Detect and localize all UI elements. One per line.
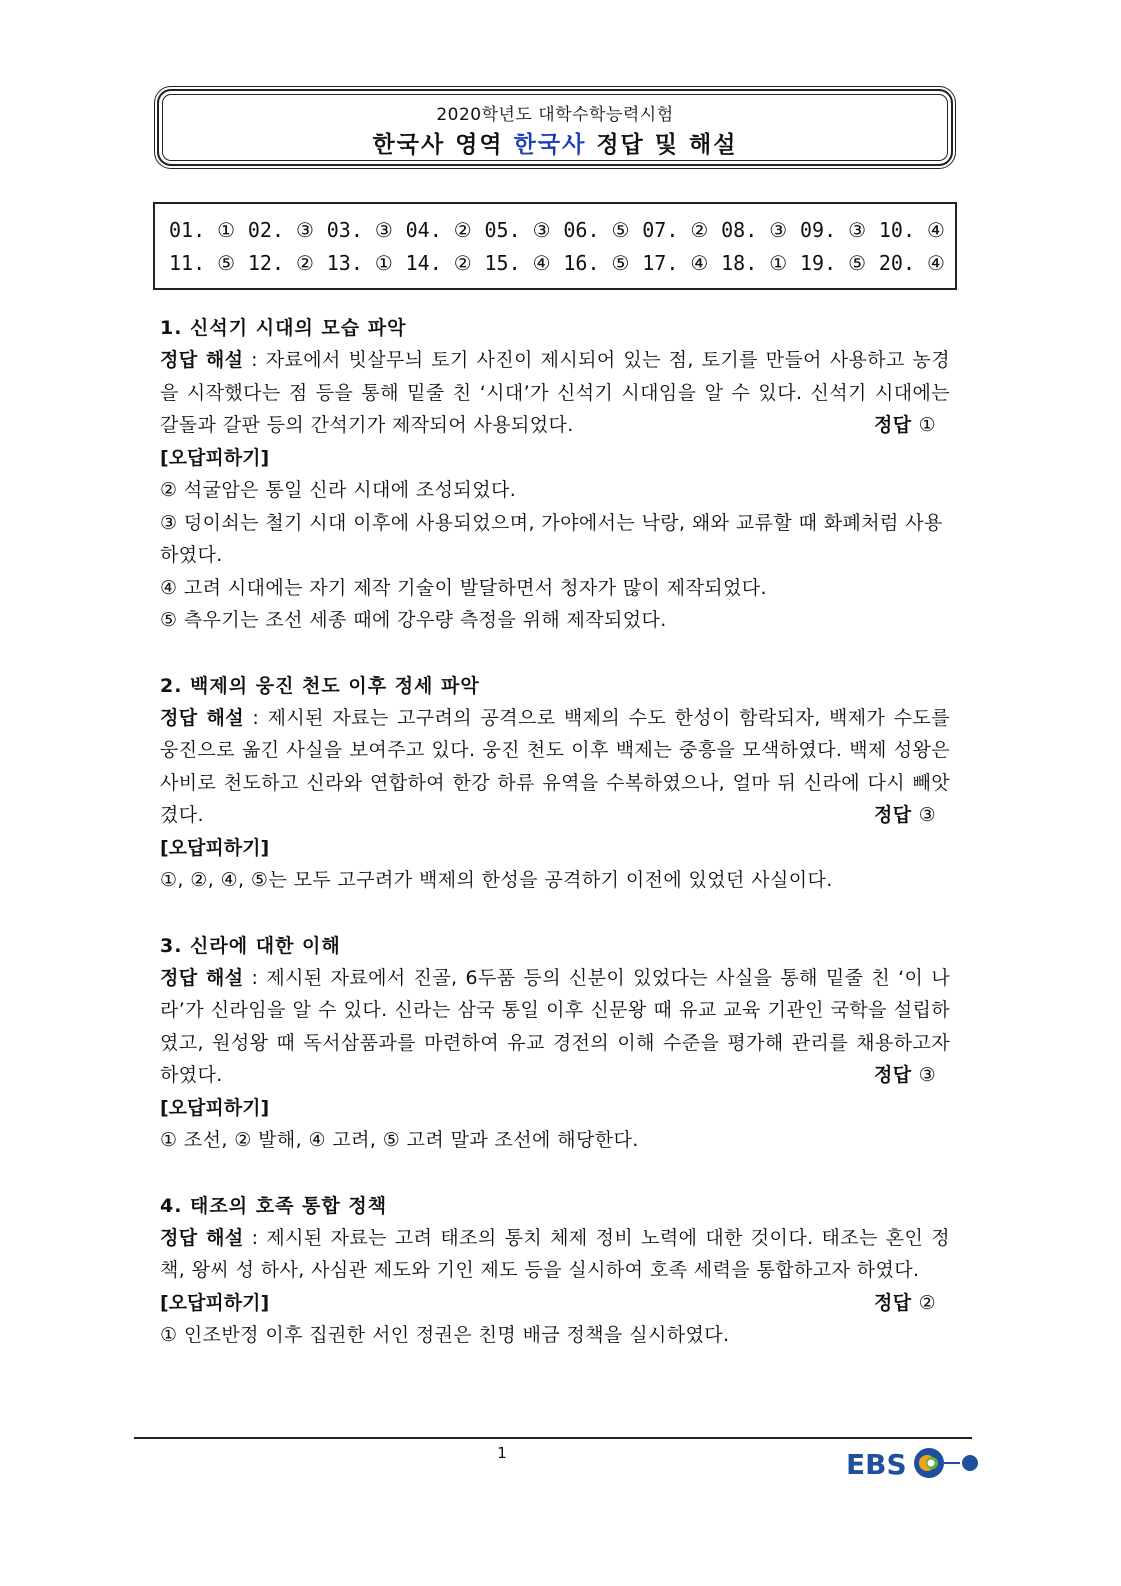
explanation-text: : 제시된 자료에서 진골, 6두품 등의 신분이 있었다는 사실을 통해 밑줄 친 ‘이 나라’가 신라임을 알 수 있다. 신라는 삼국 통일 이후 신문왕 때 유교 교육 기관인 국학을 설립하였고, 원성왕 때 독서삼품과를 마련하여 유교 경전의 이해 수준을 평가해 관리를 채용하고자 하였다. xyxy=(160,966,951,1086)
correct-answer-label: 정답 xyxy=(874,1064,912,1086)
correct-answer-value: ③ xyxy=(918,804,936,826)
explanation-text: : 제시된 자료는 고려 태조의 통치 체제 정비 노력에 대한 것이다. 태조는 혼인 정책, 왕씨 성 하사, 사심관 제도와 기인 제도 등을 실시하여 호족 세력을 통합하고자 하였다. xyxy=(160,1226,950,1281)
answer-cell: 16. ⑤ xyxy=(563,251,630,275)
answer-cell: 11. ⑤ xyxy=(169,251,236,275)
answer-row-2 xyxy=(169,251,945,275)
answer-cell: 02. ③ xyxy=(247,218,314,242)
correct-answer-value: ① xyxy=(918,414,936,436)
correct-answer-label: 정답 xyxy=(874,1291,912,1314)
title-part-1: 한국사 영역 xyxy=(372,132,514,158)
correct-answer xyxy=(874,409,936,442)
section-title: 2. 백제의 웅진 천도 이후 정세 파악 xyxy=(160,674,480,697)
wrong-answer-heading: [오답피하기] xyxy=(160,1096,270,1119)
answer-cell: 09. ③ xyxy=(800,218,867,242)
footer-divider xyxy=(134,1437,972,1439)
correct-answer-value: ② xyxy=(918,1291,936,1314)
explanation-text: : 제시된 자료는 고구려의 공격으로 백제의 수도 한성이 함락되자, 백제가 수도를 웅진으로 옮긴 사실을 보여주고 있다. 웅진 천도 이후 백제는 중흥을 모색하였다. 백제 성왕은 사비로 천도하고 신라와 연합하여 한강 하류 유역을 수복하였으나, 얼마 뒤 신라에 다시 빼앗겼다. xyxy=(160,706,950,826)
explanations xyxy=(160,312,950,1385)
question-section xyxy=(160,312,950,637)
document-title xyxy=(159,126,951,159)
exam-year-title: 2020학년도 대학수학능력시험 xyxy=(436,105,674,125)
wrong-answer-heading: [오답피하기] xyxy=(160,836,270,859)
answer-cell: 06. ⑤ xyxy=(563,218,630,242)
explanation-label: 정답 해설 xyxy=(160,1226,244,1249)
answer-cell: 12. ② xyxy=(247,251,314,275)
wrong-answer-item: ①, ②, ④, ⑤는 모두 고구려가 백제의 한성을 공격하기 이전에 있었던 사실이다. xyxy=(160,869,833,891)
title-part-2: 정답 및 해설 xyxy=(586,132,738,158)
answer-explanation xyxy=(160,344,950,442)
question-section xyxy=(160,670,950,897)
answer-cell: 19. ⑤ xyxy=(800,251,867,275)
answer-explanation xyxy=(160,702,950,832)
section-title: 1. 신석기 시대의 모습 파악 xyxy=(160,317,407,339)
correct-answer xyxy=(874,799,936,832)
wrong-answer-item: ③ 덩이쇠는 철기 시대 이후에 사용되었으며, 가야에서는 낙랑, 왜와 교류할 때 화폐처럼 사용하였다. xyxy=(160,511,943,566)
explanation-label: 정답 해설 xyxy=(160,966,244,989)
wrong-answer-item: ④ 고려 시대에는 자기 제작 기술이 발달하면서 청자가 많이 제작되었다. xyxy=(160,576,767,599)
correct-answer-label: 정답 xyxy=(874,414,912,436)
explanation-text: : 자료에서 빗살무늬 토기 사진이 제시되어 있는 점, 토기를 만들어 사용하고 농경을 시작했다는 점 등을 통해 밑줄 친 ‘시대’가 신석기 시대임을 알 수 있다. 신석기 시대에는 갈돌과 갈판 등의 간석기가 제작되어 사용되었다. xyxy=(160,349,951,436)
answer-cell: 01. ① xyxy=(169,218,236,242)
title-subject-highlight: 한국사 xyxy=(513,132,587,158)
wrong-answer-heading: [오답피하기] xyxy=(160,446,270,469)
answer-row-1 xyxy=(169,218,945,242)
answer-cell: 14. ② xyxy=(405,251,472,275)
wrong-answer-item: ① 인조반정 이후 집권한 서인 정권은 친명 배금 정책을 실시하였다. xyxy=(160,1324,730,1346)
explanation-label: 정답 해설 xyxy=(160,349,244,371)
answer-cell: 10. ④ xyxy=(878,218,945,242)
wrong-answer-item: ① 조선, ② 발해, ④ 고려, ⑤ 고려 말과 조선에 해당한다. xyxy=(160,1129,639,1151)
answer-cell: 13. ① xyxy=(326,251,393,275)
ebs-logo xyxy=(846,1443,991,1485)
correct-answer xyxy=(874,1287,936,1320)
answer-cell: 17. ④ xyxy=(642,251,709,275)
answer-cell: 18. ① xyxy=(721,251,788,275)
question-section xyxy=(160,930,950,1157)
correct-answer-label: 정답 xyxy=(874,804,912,826)
section-title: 3. 신라에 대한 이해 xyxy=(160,934,341,957)
answer-key-table xyxy=(153,202,957,290)
answer-cell: 03. ③ xyxy=(326,218,393,242)
explanation-label: 정답 해설 xyxy=(160,706,245,729)
section-title: 4. 태조의 호족 통합 정책 xyxy=(160,1194,388,1217)
answer-cell: 05. ③ xyxy=(484,218,551,242)
answer-explanation xyxy=(160,962,950,1092)
title-box xyxy=(157,89,953,166)
page-number: 1 xyxy=(497,1444,507,1462)
answer-cell: 07. ② xyxy=(642,218,709,242)
answer-cell: 15. ④ xyxy=(484,251,551,275)
svg-text:EBS: EBS xyxy=(846,1448,907,1481)
correct-answer xyxy=(874,1059,936,1092)
wrong-answer-heading: [오답피하기] xyxy=(160,1291,270,1314)
wrong-answer-item: ⑤ 측우기는 조선 세종 때에 강우량 측정을 위해 제작되었다. xyxy=(160,609,667,631)
answer-cell: 08. ③ xyxy=(721,218,788,242)
answer-cell: 04. ② xyxy=(405,218,472,242)
correct-answer-value: ③ xyxy=(918,1064,936,1086)
wrong-answer-item: ② 석굴암은 통일 신라 시대에 조성되었다. xyxy=(160,479,517,501)
answer-cell: 20. ④ xyxy=(878,251,945,275)
question-section xyxy=(160,1190,950,1352)
